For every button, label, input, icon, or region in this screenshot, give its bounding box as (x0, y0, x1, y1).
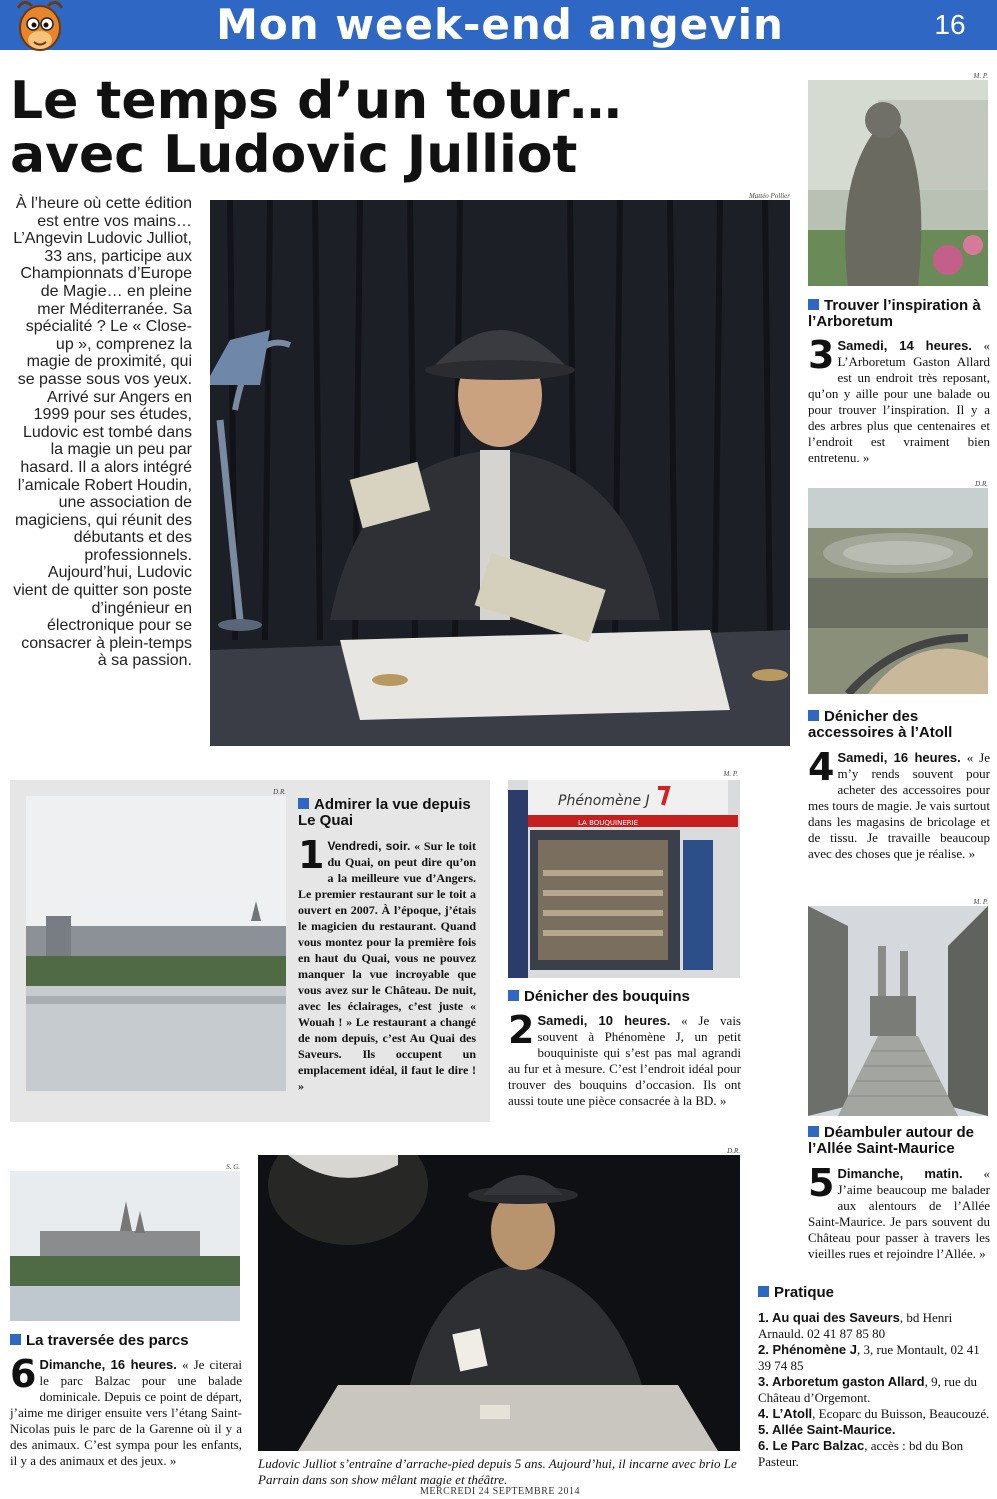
section-number: 3 (808, 333, 835, 377)
pratique-item: 4. L’Atoll, Ecoparc du Buisson, Beaucouzé. (758, 1406, 990, 1421)
section-title: Mon week-end angevin (216, 0, 784, 49)
section-text: « J’aime beaucoup me balader aux alentours de l’Allée Saint-Maurice. Je pars souvent du Château pour passer à travers les vieilles rues et rejoindre l’Allée. » (808, 1166, 990, 1261)
square-bullet-icon (808, 299, 819, 310)
pratique-list (758, 1310, 990, 1470)
arboretum-photo (808, 80, 988, 286)
section-title-6: La traversée des parcs (10, 1333, 245, 1349)
section-title-2: Dénicher des bouquins (508, 989, 743, 1005)
section-number: 5 (808, 1161, 835, 1205)
article-intro (10, 195, 192, 670)
section-lead: Vendredi, soir. (327, 839, 411, 853)
section-number: 4 (808, 745, 835, 789)
pratique-item: 6. Le Parc Balzac, accès : bd du Bon Pasteur. (758, 1438, 964, 1469)
article-headline (10, 71, 800, 185)
section-lead: Samedi, 10 heures. (537, 1013, 671, 1028)
section-text: « Je m’y rends souvent pour acheter des accessoires pour mes tours de magie. Je vais surtout dans les magasins de bricolage et de tissu. Je travaille beaucoup avec des choses que je réalise. » (808, 750, 990, 861)
section-title-3: Trouver l’inspiration à l’Arboretum (808, 297, 981, 330)
shop-sign-text: Phénomène J (558, 793, 650, 809)
photo-credit: D.R. (273, 788, 286, 796)
intro-paragraph: Arrivé sur Angers en 1999 pour ses études, Ludovic est tombé dans la magie un peu par hasard. Il a alors intégré l’amicale Robert Houdin, une association de magiciens, qui réunit des débutants et des professionnels. Aujourd’hui, Ludovic vient de quitter son poste d’ingénieur en électronique pour se consacrer à plein-temps à sa passion. (13, 388, 192, 670)
photo-caption: Ludovic Julliot s’entraîne d’arrache-pied depuis 5 ans. Aujourd’hui, il incarne avec brio Le Parrain dans son show mêlant magie et théâtre. (258, 1456, 737, 1487)
square-bullet-icon (10, 1334, 21, 1345)
square-bullet-icon (758, 1286, 769, 1297)
atoll-aerial-photo (808, 488, 988, 694)
square-bullet-icon (808, 710, 819, 721)
pratique-item: 1. Au quai des Saveurs, bd Henri Arnauld. 02 41 87 85 80 (758, 1310, 953, 1341)
le-quai-view-photo (26, 796, 286, 1091)
headline-line-2: avec Ludovic Julliot (10, 125, 578, 185)
section-text: « L’Arboretum Gaston Allard est un endroit très reposant, qu’on y aille pour une balade ou pour trouver l’inspiration. Il y a des arbres plus que centenaires et l’endroit est vraiment bien entretenu. » (808, 338, 991, 465)
pratique-title: Pratique (758, 1285, 990, 1301)
section-body-3 (808, 333, 991, 466)
section-lead: Samedi, 14 heures. (837, 338, 972, 353)
section-title-1: Admirer la vue depuis Le Quai (298, 796, 471, 829)
section-lead: Dimanche, matin. (837, 1166, 963, 1181)
intro-paragraph: À l’heure où cette édition est entre vos mains… L’Angevin Ludovic Julliot, 33 ans, participe aux Championnats d’Europe de Magie… en pleine mer Méditerranée. Sa spécialité ? Le « Close-up », comprenez la magie de proximité, qui se passe sous vos yeux. (13, 195, 192, 388)
section-body-2 (508, 1008, 741, 1109)
section-body-1 (298, 833, 476, 1094)
section-number: 6 (10, 1352, 37, 1396)
section-body-6 (10, 1352, 243, 1469)
phenomene-j-shop-photo (508, 780, 740, 978)
section-lead: Samedi, 16 heures. (837, 750, 961, 765)
square-bullet-icon (808, 1126, 819, 1137)
section-lead: Dimanche, 16 heures. (39, 1357, 177, 1372)
allee-saint-maurice-photo (808, 906, 988, 1116)
section-text: « Je vais souvent à Phénomène J, un petit bouquiniste qui s’est pas mal agrandi au fur et à mesure. C’est l’endroit idéal pour trouver des bouquins d’occasion. Ils ont aussi toute une pièce consacrée à la BD. » (508, 1013, 741, 1108)
section-title-4: Dénicher des accessoires à l’Atoll (808, 708, 953, 741)
photo-credit: M. P. (973, 898, 988, 906)
photo-credit: M. P. (723, 770, 738, 778)
section-title-5: Déambuler autour de l’Allée Saint-Maurice (808, 1124, 975, 1157)
footer-date: MERCREDI 24 SEPTEMBRE 2014 (420, 1486, 580, 1497)
section-body-5 (808, 1161, 990, 1262)
photo-credit: D.R. (975, 480, 988, 488)
section-number: 1 (298, 833, 325, 877)
section-text: « Sur le toit du Quai, on peut dire qu’on a la meilleure vue d’Angers. Le premier restaurant sur le toit a ouvert en 2007. À l’époque, j’étais le magicien du restaurant. Quand vous montez pour la première fois en haut du Quai, vous ne pouvez manquer la vue incroyable que vous avez sur le Château. De nuit, avec les éclairages, c’est juste « Wouah ! » Le restaurant a changé de nom depuis, c’est Au Quai des Saveurs. Ils occupent un emplacement idéal, il faut le dire ! » (298, 839, 476, 1093)
parc-balzac-photo (10, 1171, 240, 1321)
page-number: 16 (934, 9, 966, 40)
section-text: « Je citerai le parc Balzac pour une balade dominicale. Depuis ce point de départ, j’aime me diriger ensuite vers l’étang Saint-Nicolas puis le parc de la Garenne où il y a des animaux. C’est sympa pour les enfants, il y a des animaux et des jeux. » (10, 1357, 243, 1468)
photo-credit: Mattéo Pollier (748, 192, 790, 200)
magician-cards-photo (258, 1155, 740, 1451)
square-bullet-icon (298, 798, 309, 809)
photo-credit: S. G. (226, 1163, 240, 1171)
headline-line-1: Le temps d’un tour… (10, 71, 622, 131)
shop-subtitle-text: LA BOUQUINERIE (578, 819, 639, 827)
mascot-logo (10, 0, 70, 56)
section-body-4 (808, 745, 990, 862)
square-bullet-icon (508, 990, 519, 1001)
main-photo-magician (210, 200, 790, 746)
pratique-item: 2. Phénomène J, 3, rue Montault, 02 41 39 74 85 (758, 1342, 980, 1373)
pratique-item: 5. Allée Saint-Maurice. (758, 1422, 896, 1437)
photo-credit: D.R. (727, 1147, 740, 1155)
section-number: 2 (508, 1008, 535, 1052)
pratique-item: 3. Arboretum gaston Allard, 9, rue du Château d’Orgemont. (758, 1374, 977, 1405)
photo-credit: M. P. (973, 72, 988, 80)
